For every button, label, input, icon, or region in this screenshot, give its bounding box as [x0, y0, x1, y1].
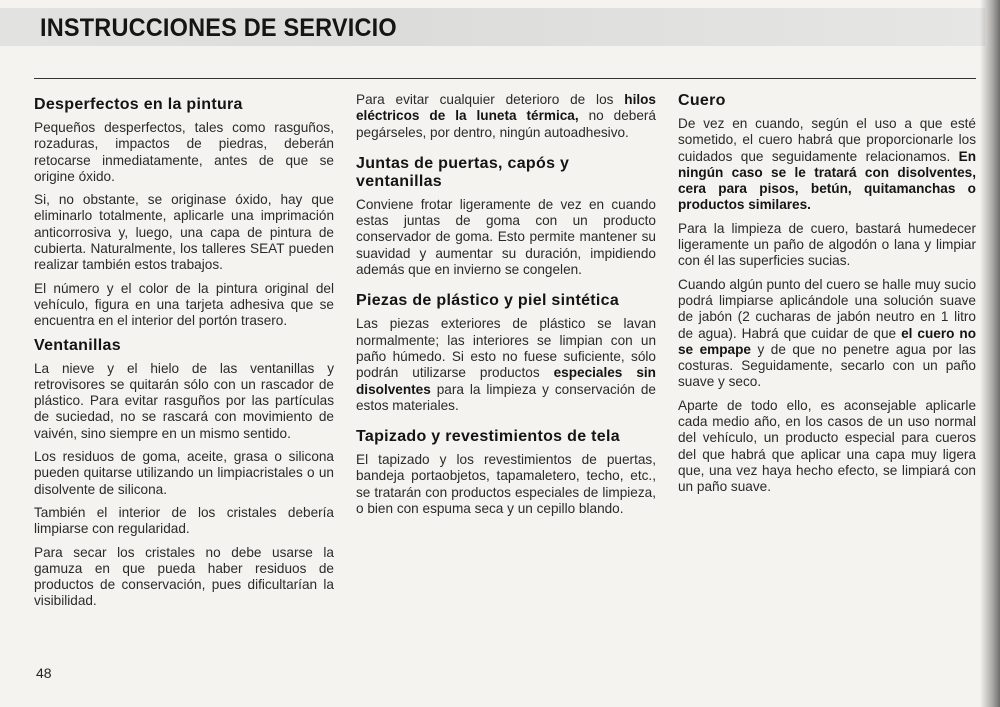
page-number: 48	[36, 665, 52, 681]
bold-text: el cuero no se empape	[678, 325, 977, 357]
paragraph: La nieve y el hielo de las ventanillas y retrovisores se quitarán sólo con un rascador de plástico. Para evitar rasguños por las partículas de suciedad, no se rascará con movimiento de vaivén, sino siempre en un mismo sentido.	[34, 360, 334, 441]
section-title-paint: Desperfectos en la pintura	[34, 96, 243, 113]
paragraph: El tapizado y los revestimientos de puertas, bandeja portaobjetos, tapamaletero, techo, etc., se tratarán con productos especiales de limpieza, o bien con espuma seca y un cepillo blando.	[356, 452, 656, 517]
bold-text: hilos eléctricos de la luneta térmica,	[356, 92, 656, 124]
paragraph: Pequeños desperfectos, tales como rasguños, rozaduras, impactos de piedras, deberán retocarse inmediatamente, antes de que se origine óxido.	[34, 120, 334, 184]
section-title-windows: Ventanillas	[34, 336, 121, 354]
page-title: INSTRUCCIONES DE SERVICIO	[40, 14, 397, 42]
paragraph: También el interior de los cristales debería limpiarse con regularidad.	[34, 504, 334, 537]
paragraph: Aparte de todo ello, es aconsejable aplicarle cada medio año, en los casos de un uso normal del vehículo, un producto especial para cueros del que habrá que aplicar una capa muy ligera que, una vez haya hecho efecto, se limpiará con un paño suave.	[678, 397, 976, 495]
paragraph: De vez en cuando, según el uso a que esté sometido, el cuero habrá que proporcionarle los cuidados que seguidamente relacionamos. En ningún caso se le tratará con disolventes, cera para pisos, betún, quitamanchas o productos similares.	[678, 116, 976, 213]
section-title-seals: Juntas de puertas, capós y ventanillas	[356, 154, 570, 190]
section-title-plastic: Piezas de plástico y piel sintética	[356, 292, 620, 310]
header-rule	[34, 78, 976, 79]
paragraph: Conviene frotar ligeramente de vez en cuando estas juntas de goma con un producto conservador de goma. Esto permite mantener su suavidad y aumentar su duración, impidiendo además que en invierno se congelen.	[356, 196, 656, 278]
paragraph: Para evitar cualquier deterioro de los hilos eléctricos de la luneta térmica, no deberá pegárseles, por dentro, ningún autoadhesivo.	[356, 92, 656, 140]
paragraph: Para secar los cristales no debe usarse la gamuza en que pueda haber residuos de productos de conservación, pues dificultarían la visibilidad.	[34, 544, 334, 609]
column-right	[678, 92, 976, 503]
book-spine-shadow	[980, 0, 1000, 707]
column-left	[34, 92, 334, 617]
paragraph: Para la limpieza de cuero, bastará humedecer ligeramente un paño de algodón o lana y limpiar con él las superficies sucias.	[678, 220, 976, 269]
section-title-leather: Cuero	[678, 92, 726, 109]
section-title-upholstery: Tapizado y revestimientos de tela	[356, 428, 620, 446]
paragraph: El número y el color de la pintura original del vehículo, figura en una tarjeta adhesiva que se encuentra en el interior del portón trasero.	[34, 280, 334, 329]
bold-text: En ningún caso se le tratará con disolventes, cera para pisos, betún, quitamanchas o productos similares.	[678, 148, 976, 213]
paragraph: Las piezas exteriores de plástico se lavan normalmente; las interiores se limpian con un paño húmedo. Si esto no fuese suficiente, sólo podrán utilizarse productos especiales sin disolventes para la limpieza y conservación de estos materiales.	[356, 316, 656, 413]
column-middle	[356, 92, 656, 524]
paragraph: Si, no obstante, se originase óxido, hay que eliminarlo totalmente, aplicarle una imprimación anticorrosiva y, luego, una capa de pintura de cubierta. Naturalmente, los talleres SEAT pueden realizar también estos trabajos.	[34, 192, 334, 273]
paragraph: Los residuos de goma, aceite, grasa o silicona pueden quitarse utilizando un limpiacristales o un disolvente de silicona.	[34, 449, 334, 497]
bold-text: especiales sin disolventes	[356, 365, 656, 397]
paragraph: Cuando algún punto del cuero se halle muy sucio podrá limpiarse aplicándole una solución suave de jabón (2 cucharas de jabón neutro en 1 litro de agua). Habrá que cuidar de que el cuero no se empape y de que no penetre agua por las costuras. Seguidamente, secarlo con un paño suave y seco.	[678, 276, 977, 390]
